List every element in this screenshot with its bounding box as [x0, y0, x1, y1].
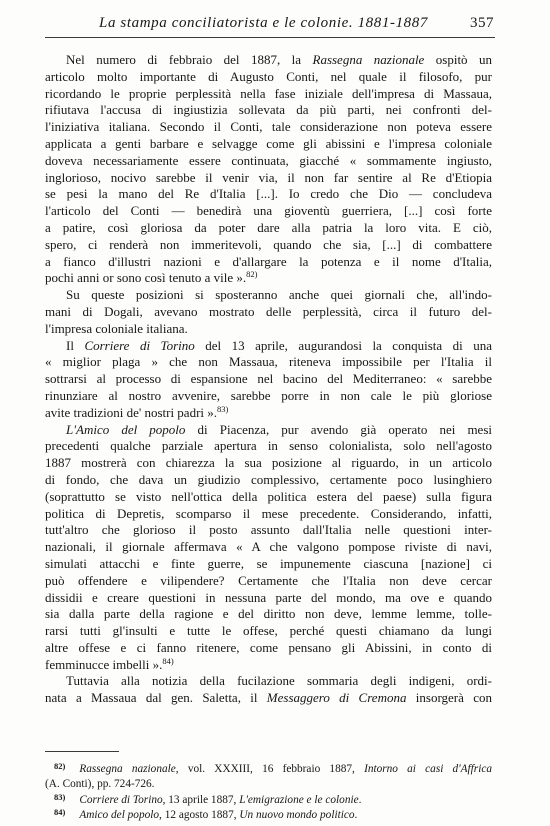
body-text	[45, 52, 492, 707]
text-line	[45, 371, 492, 388]
text-run: a fianco d'illustri nazioni e d'allargare la potenza e il nome d'Italia,	[45, 253, 492, 269]
footnote-number: 83)	[54, 791, 66, 802]
text-run: se pesi la mano del Re d'Italia [...]. Io credo che Dio — concludeva	[45, 186, 492, 202]
footnote-line	[45, 793, 492, 808]
footnote	[45, 762, 492, 793]
text-line	[45, 690, 492, 707]
page-number: 357	[470, 15, 494, 31]
text-run: articolo molto importante di Augusto Conti, nel quale il filosofo, pur	[45, 68, 492, 84]
text-run: l'iniziativa italiana. Secondo il Conti, tale considerazione non poteva essere	[45, 119, 492, 135]
text-run: , vol. XXXIII, 16 febbraio 1887,	[175, 763, 365, 775]
text-run: inglorioso, nocivo sarebbe il venir via, il non far sentire al Re d'Etiopia	[45, 169, 492, 185]
italic-title: Un nuovo mondo politico	[239, 808, 355, 821]
text-line	[45, 136, 492, 153]
text-line	[45, 338, 492, 355]
text-run: avite tradizioni de' nostri padri ».	[45, 404, 218, 420]
text-line	[45, 69, 492, 86]
text-run: (soprattutto se visto nell'ottica della politica estera del paese) sulla figura	[45, 488, 492, 504]
italic-title: Corriere di Torino	[79, 793, 163, 806]
italic-title: Intorno ai casi d'Affrica	[364, 763, 492, 775]
italic-title: Rassegna nazionale	[312, 52, 425, 67]
text-line	[45, 102, 492, 119]
text-run: a patire, così gloriosa da poter dare alla patria la loro vita. E ciò,	[45, 219, 492, 235]
text-run: sottrarsi al processo di espansione nel bacino del Mediterraneo: « sarebbe	[45, 371, 492, 387]
footnote-line	[45, 762, 492, 777]
text-run: del 13 aprile, augurandosi la conquista di una	[194, 337, 492, 353]
text-run: « miglior plaga » che non Massaua, riteneva impossibile per l'Italia il	[45, 354, 492, 370]
text-run: l'articolo del Conti — benedirà una gioventù guerriera, [...] così forte	[45, 203, 492, 219]
text-line	[45, 506, 492, 523]
footnote-ref: 84)	[162, 655, 174, 666]
text-line	[45, 287, 492, 304]
text-line	[45, 220, 492, 237]
text-run: doveva necessariamente essere continuata, giacché « sommamente ingiusto,	[45, 152, 492, 168]
text-line	[45, 590, 492, 607]
italic-title: Corriere di Torino	[84, 337, 195, 353]
text-run: politica di Depretis, scomparso il mese precedente. Considerando, infatti,	[45, 505, 492, 521]
text-run: può offendere e vilipendere? Certamente che l'Italia non deve cercar	[45, 572, 492, 588]
text-line	[45, 673, 492, 690]
text-line	[45, 489, 492, 506]
text-run: rinunziare al nostro avvenire, sarebbe porre in non cale le più gloriose	[45, 387, 492, 403]
text-line	[45, 472, 492, 489]
running-header	[45, 13, 494, 35]
text-run: tutt'altro che glorioso il posto assunto dall'Italia nelle questioni inter-	[45, 522, 492, 538]
footnote	[45, 793, 492, 808]
text-line	[45, 455, 492, 472]
text-run: di fondo, che dava un giudizio complessivo, certamente poco lusinghiero	[45, 471, 492, 487]
paragraph	[45, 422, 492, 674]
text-line	[45, 270, 492, 287]
header-rule	[45, 37, 495, 38]
text-run: Tuttavia alla notizia della fucilazione sommaria degli indigeni, ordi-	[66, 673, 492, 689]
text-run: Nel numero di febbraio del 1887, la	[66, 52, 313, 67]
text-run: spero, ci renderà non immeritevoli, quando che sia, [...] di combattere	[45, 236, 492, 252]
text-line	[45, 422, 492, 439]
text-line	[45, 86, 492, 103]
text-line	[45, 522, 492, 539]
text-line	[45, 438, 492, 455]
text-run: applicata a genti barbare e selvagge come gli abissini e l'impresa coloniale	[45, 135, 492, 151]
text-run: Il	[66, 337, 85, 353]
footnote-ref: 83)	[217, 403, 229, 414]
footnotes	[45, 762, 492, 823]
footnote-rule	[45, 751, 119, 752]
text-line	[45, 388, 492, 405]
text-run: (A. Conti), pp. 724-726.	[45, 778, 155, 791]
text-run: Su queste posizioni si sposteranno anche quei giornali che, all'indo-	[66, 287, 492, 303]
text-run: precedenti qualche parziale apertura in senso colonialista, solo nell'agosto	[45, 438, 492, 454]
text-line	[45, 254, 492, 271]
text-run: , 12 agosto 1887,	[159, 808, 240, 821]
text-line	[45, 153, 492, 170]
text-run: ospitò un	[424, 52, 492, 67]
italic-title: Amico del popolo	[79, 808, 160, 821]
text-line	[45, 573, 492, 590]
italic-title: Messaggero di Cremona	[266, 690, 407, 706]
paragraph	[45, 338, 492, 422]
text-line	[45, 203, 492, 220]
text-line	[45, 237, 492, 254]
text-run: ricordando le proprie perplessità nella fase iniziale dell'impresa di Massaua,	[45, 85, 492, 101]
text-run: nazionali, il giornale affermava « A che valgono pompose riviste di navi,	[45, 539, 492, 555]
text-run: l'impresa coloniale italiana.	[45, 320, 188, 336]
running-title: La stampa conciliatorista e le colonie. 1881-1887	[99, 15, 428, 31]
text-run: rifiutava l'accusa di ingiustizia sollevata da più parti, nei confronti del-	[45, 102, 492, 118]
text-line	[45, 52, 492, 69]
text-run: simulati attacchi e finte guerre, se impunemente ciascuna [nazione] ci	[45, 555, 492, 571]
text-line	[45, 657, 492, 674]
italic-title: L'Amico del popolo	[66, 421, 186, 437]
text-line	[45, 640, 492, 657]
text-line	[45, 623, 492, 640]
text-line	[45, 170, 492, 187]
text-run: altre offese e ci fanno ritenere, come pensano gli Abissini, in conto di	[45, 639, 492, 655]
text-run: mani di Dogali, avevano mostrato delle perplessità, circa il futuro del-	[45, 303, 492, 319]
footnote-number: 84)	[54, 806, 66, 817]
text-line	[45, 556, 492, 573]
footnote-line	[45, 777, 492, 792]
footnote	[45, 808, 492, 823]
text-run: nata a Massaua dal gen. Saletta, il	[45, 690, 267, 706]
text-run: 1887 mostrerà con chiarezza la sua posizione al riguardo, in un articolo	[45, 455, 492, 471]
text-line	[45, 354, 492, 371]
text-run: insorgerà con	[406, 690, 492, 706]
footnote-ref: 82)	[246, 269, 258, 280]
text-line	[45, 186, 492, 203]
text-line	[45, 119, 492, 136]
text-line	[45, 321, 492, 338]
footnote-number: 82)	[54, 761, 66, 771]
text-run: dissidii e creare questioni in nessuna parte del mondo, ma ove e quando	[45, 589, 492, 605]
paragraph	[45, 673, 492, 707]
paragraph	[45, 287, 492, 337]
text-line	[45, 539, 492, 556]
paragraph	[45, 52, 492, 287]
text-run: .	[354, 808, 358, 821]
text-run: sia dalla parte della ragione e del diritto non deve, lemme lemme, tolle-	[45, 606, 492, 622]
italic-title: Rassegna nazionale	[79, 763, 176, 775]
text-run: di Piacenza, pur avendo già operato nei mesi	[185, 421, 492, 437]
text-line	[45, 304, 492, 321]
text-run: .	[358, 793, 362, 806]
text-run: , 13 aprile 1887,	[162, 793, 240, 806]
italic-title: L'emigrazione e le colonie	[239, 793, 359, 806]
text-run: rarsi tutti gl'insulti e tutte le offese, perché questi chiamano da lungi	[45, 623, 492, 639]
text-line	[45, 405, 492, 422]
footnote-line	[45, 808, 492, 823]
text-run: pochi anni or sono così tenuto a vile ».	[45, 270, 247, 286]
text-line	[45, 606, 492, 623]
text-run: femminucce imbelli ».	[45, 656, 163, 672]
